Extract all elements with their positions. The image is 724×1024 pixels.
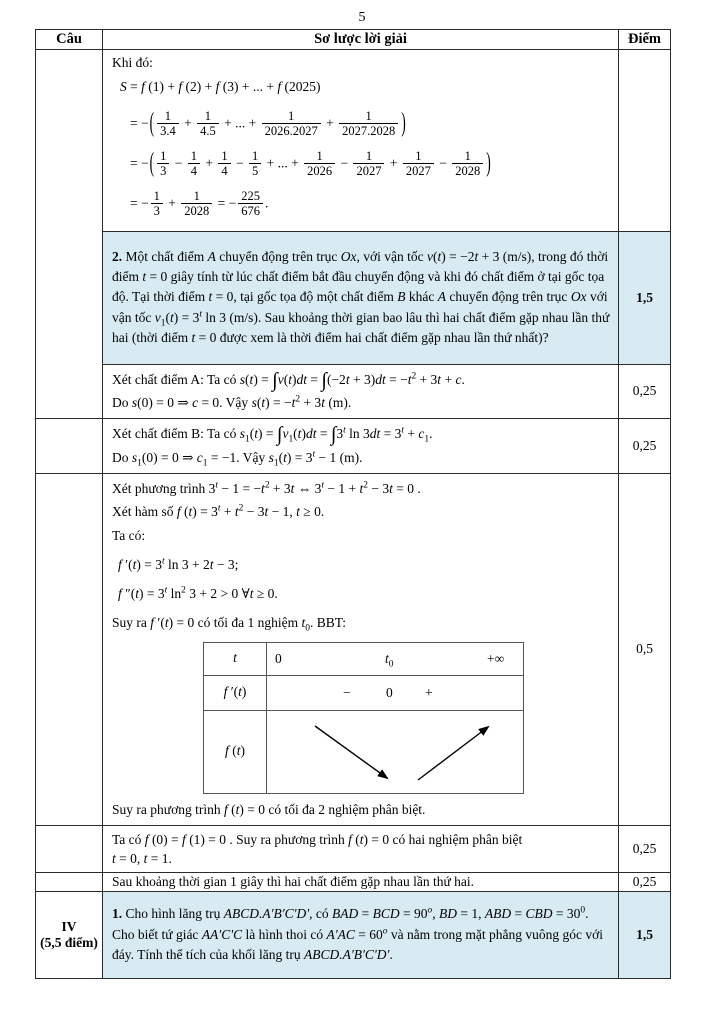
bbt-row-f: [204, 710, 524, 793]
solution-text: Do s(0) = 0 ⇒ c = 0. Vậy $s(t) = -t^2 + 3t$ (m).: [112, 394, 352, 410]
bbt-t-t0: $t_0$: [385, 650, 394, 670]
variation-arrows: [267, 712, 523, 792]
bbt-label-fprime: f ′(t): [204, 675, 267, 710]
table-row: [36, 872, 671, 891]
solution-text: t = 0, t = 1.: [112, 850, 172, 866]
formula-line: = − $\frac{1}{3}$ + $\frac{1}{2028}$ = − $\frac{225}{676}$ .: [130, 188, 269, 218]
solution-cell: [103, 50, 619, 232]
solution-text: Khi đó:: [112, 55, 153, 70]
formula-line: f $'(t) = 3^t$ ln 3 + 2t − 3;: [118, 556, 239, 572]
bbt-t-inf: +∞: [487, 650, 505, 666]
bbt-fp-plus: +: [425, 684, 433, 700]
table-header-row: [36, 30, 671, 50]
increasing-arrow: [418, 727, 488, 780]
solution-text: Xét chất điểm B: Ta có $s_1(t) = \int v_1(t)dt = \int 3^t$ $\ln 3dt = 3^t + c_1$.: [112, 423, 433, 446]
table-row: [36, 231, 671, 364]
cau-cell-empty: [36, 419, 103, 474]
solution-text: Suy ra phương trình f (t) = 0 có tối đa 2 nghiệm phân biệt.: [112, 801, 426, 817]
page-number: 5: [358, 10, 366, 25]
table-row: [36, 50, 671, 232]
solution-cell: [103, 825, 619, 872]
cau-cell-empty: [36, 872, 103, 891]
solution-text: Suy ra f ′(t) = 0 có tối đa 1 nghiệm $t_0$. BBT:: [112, 615, 347, 634]
points-cell: [619, 50, 671, 232]
variation-table: [203, 642, 524, 794]
formula-line: = −( $\frac{1}{3.4}$ + $\frac{1}{4.5}$ + ... + $\frac{1}{2026.2027}$ + $\frac{1}{2027.2028}$ ): [130, 106, 406, 138]
problem-statement: 1. Cho hình lăng trụ ABCD.A'B'C'D', có BAD = BCD = $90^o$, BD = 1, ABD = CBD = $30^0$. Cho biết tứ giác AA'C'C là hình thoi có $A'AC = 60^o$ và nằm trong mặt phẳng vuông góc với đáy. Tính thể tích của khối lăng trụ ABCD.A'B'C'D'.: [103, 891, 619, 978]
table-row: [36, 364, 671, 419]
cau-cell-section-iv: [36, 891, 103, 978]
bbt-cells-t: [267, 642, 524, 675]
bbt-row-fprime: [204, 675, 524, 710]
points-cell: 0,25: [619, 364, 671, 419]
formula-line: S = f (1) + f (2) + f (3) + ... + f (2025): [120, 79, 321, 95]
points-cell: 1,5: [619, 231, 671, 364]
header-solution: Sơ lược lời giải: [103, 30, 619, 50]
bbt-cells-fprime: [267, 675, 524, 710]
section-points: (5,5 điểm): [40, 934, 98, 950]
solution-text: Ta có f (0) = f (1) = 0 . Suy ra phương trình f (t) = 0 có hai nghiệm phân biệt: [112, 831, 523, 847]
bbt-cells-f: [267, 710, 524, 793]
cau-cell-empty: [36, 474, 103, 826]
solution-text: Xét hàm số f $(t) = 3^t + t^2 - 3t - 1$, t ≥ 0.: [112, 503, 325, 520]
table-row: [36, 474, 671, 826]
formula-line: f $''(t) = 3^t$ $\ln^2 3 + 2 > 0$ ∀t ≥ 0.: [118, 585, 278, 601]
table-row: [36, 825, 671, 872]
bbt-fp-minus: −: [343, 684, 351, 700]
problem-statement: 2. Một chất điểm A chuyển động trên trục Ox, với vận tốc v(t) = −2t + 3 (m/s), trong đó thời điểm t = 0 giây tính từ lúc chất điểm bắt đầu chuyển động và khi đó chất điểm ở tại gốc tọa độ. Tại thời điểm t = 0, tại gốc tọa độ một chất điểm B khác A chuyển động trên trục Ox với vận tốc $v_1(t) = 3^t$ ln 3 (m/s). Sau khoảng thời gian bao lâu thì hai chất điểm gặp nhau lần thứ hai (thời điểm t = 0 được xem là thời điểm hai chất điểm gặp nhau lần thứ nhất)?: [103, 231, 619, 364]
points-cell: 0,25: [619, 872, 671, 891]
solution-cell: [103, 419, 619, 474]
solution-table: [35, 29, 671, 979]
points-cell: 0,25: [619, 419, 671, 474]
decreasing-arrow: [315, 726, 387, 778]
bbt-row-t: [204, 642, 524, 675]
solution-text: Sau khoảng thời gian 1 giây thì hai chất điểm gặp nhau lần thứ hai.: [103, 872, 619, 891]
table-row: [36, 891, 671, 978]
solution-cell: [103, 364, 619, 419]
solution-cell: [103, 474, 619, 826]
header-points: Điểm: [619, 30, 671, 50]
cau-cell-empty: [36, 825, 103, 872]
bbt-label-t: t: [204, 642, 267, 675]
table-row: [36, 419, 671, 474]
points-cell: 0,5: [619, 474, 671, 826]
section-number: IV: [61, 918, 77, 934]
points-cell: 0,25: [619, 825, 671, 872]
bbt-t-zero: 0: [275, 650, 282, 666]
formula-line: = −( $\frac{1}{3}$ − $\frac{1}{4}$ + $\frac{1}{4}$ − $\frac{1}{5}$ + ... + $\frac{1}{2026}$ − $\frac{1}{2027}$ + $\frac{1}{2027}$ − $\frac{1}{2028}$ ): [130, 146, 491, 178]
solution-text: Xét chất điểm A: Ta có $s(t) = \int v(t)dt = \int(-2t + 3)dt = -t^2 + 3t + c$.: [112, 368, 465, 391]
solution-text: Do $s_1(0) = 0$ ⇒ $c_1 = -1$. Vậy $s_1(t) = 3^t - 1$ (m).: [112, 449, 363, 469]
solution-text: Ta có:: [112, 527, 146, 543]
bbt-label-f: f (t): [204, 710, 267, 793]
header-cau: Câu: [36, 30, 103, 50]
cau-cell-empty: [36, 50, 103, 419]
points-cell: 1,5: [619, 891, 671, 978]
solution-text: Xét phương trình $3^t - 1 = -t^2 + 3t$ ⇔ $3^t - 1 + t^2 - 3t = 0$ .: [112, 480, 421, 496]
bbt-fp-zero: 0: [386, 684, 393, 700]
